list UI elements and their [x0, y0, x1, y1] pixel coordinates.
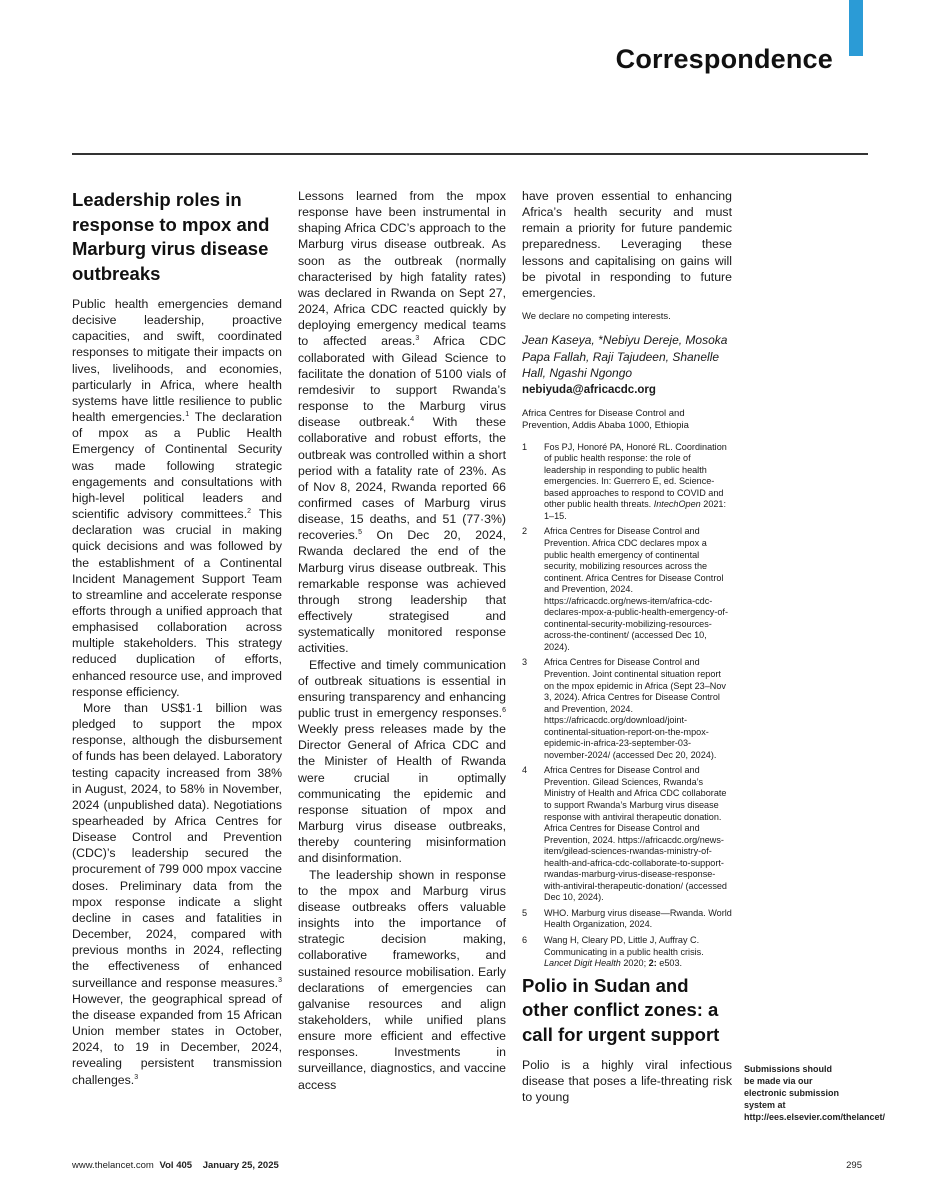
reference-item [522, 765, 732, 904]
article-title-polio: Polio in Sudan and other conflict zones: a call for urgent support [522, 974, 720, 1045]
reference-number: 1 [522, 441, 528, 452]
affiliation: Africa Centres for Disease Control and Prevention, Addis Ababa 1000, Ethiopia [522, 407, 689, 432]
reference-text: WHO. Marburg virus disease—Rwanda. World Health Organization, 2024. [544, 907, 732, 930]
reference-item [522, 935, 732, 970]
submissions-note: Submissions should be made via our electronic submission system at http://ees.elsevier.com/thelancet/ [744, 1064, 886, 1122]
reference-item [522, 908, 732, 931]
reference-item [522, 657, 732, 761]
section-title: Correspondence [615, 44, 833, 74]
reference-text: Africa Centres for Disease Control and Prevention. Joint continental situation report on the mpox epidemic in Africa (Sept 23–Nov 3, 2024). Africa Centres for Disease Control and Prevention, 2024. https://africacdc.org/download/joint-continental-situation-report-on-the-mpox-epidemic-in-africa-23-september-03-november-2024/ (accessed Dec 20, 2024). [544, 657, 726, 760]
column-2 [298, 188, 506, 1093]
reference-number: 3 [522, 657, 528, 668]
reference-number: 6 [522, 935, 528, 946]
citation-marker[interactable]: 3 [278, 976, 282, 984]
col2-paragraph: Lessons learned from the mpox response have been instrumental in shaping Africa CDC’s approach to the Marburg virus disease outbreak. As soon as the outbreak (normally characterised by high fatality rates) was declared in Rwanda on Sept 27, 2024, Africa CDC reacted quickly by deploying emergency medical teams to affected areas.$^3$ Africa CDC collaborated with Gilead Science to facilitate the donation of 5100 vials of remdesivir to support Rwanda’s response to the Marburg virus disease outbreak.$^4$ With these collaborative and robust efforts, the outbreak was controlled within a short period with a fatality rate of 23%. As of Nov 8, 2024, Rwanda reported 66 confirmed cases of Marburg virus disease, 15 deaths, and 51 (77·3%) recoveries.$^5$ On Dec 20, 2024, Rwanda declared the end of the Marburg virus disease outbreak. This remarkable response was achieved through strong leadership that effectively strategised and systematically monitored response activities. [298, 189, 506, 656]
col1-paragraph: Public health emergencies demand decisive leadership, proactive capacities, and swift, coordinated responses to mitigate their impacts on lives, livelihoods, and economies, particularly in Africa, where health systems have little resilience to public health emergencies.$^1$ The declaration of mpox as a Public Health Emergency of Continental Security was made following strategic engagements and consultations with high-level political leaders and scientific advisory committees.$^2$ This declaration was crucial in making quick decisions and was followed by the establishment of a Continental Incident Management Support Team to streamline and accelerate response efforts through a unified approach that emphasised collaboration across multiple stakeholders. This strategy reduced duplication of efforts, enhanced resource use, and improved response efficiency. [72, 297, 282, 699]
article-body-col3: have proven essential to enhancing Africa’s health security and must remain a priority for future pandemic preparedness. Leveraging these lessons and capitalising on gains will be pivotal in responding to future emergencies. [522, 189, 732, 300]
citation-marker[interactable]: 6 [502, 707, 506, 714]
reference-list [522, 442, 732, 970]
reference-text: Wang H, Cleary PD, Little J, Auffray C. Communicating in a public health crisis. Lancet Digit Health 2020; 2: e503. [544, 935, 704, 969]
polio-article-body: Polio is a highly viral infectious disease that poses a life-threating risk to young [522, 1058, 732, 1105]
reference-number: 2 [522, 526, 528, 537]
citation-marker[interactable]: 2 [247, 508, 252, 516]
correspondence-email[interactable]: nebiyuda@africacdc.org [522, 383, 656, 396]
footer-journal-info [72, 1160, 279, 1171]
citation-marker[interactable]: 1 [185, 411, 190, 419]
header-divider [72, 153, 868, 155]
page-number: 295 [846, 1160, 862, 1171]
reference-number: 4 [522, 765, 528, 776]
footer-site[interactable]: www.thelancet.com [72, 1160, 154, 1171]
article-body-col1 [72, 296, 282, 1088]
column-3 [522, 188, 732, 1106]
citation-marker[interactable]: 3 [134, 1073, 139, 1081]
column-1 [72, 188, 282, 1088]
reference-text: Africa Centres for Disease Control and Prevention. Gilead Sciences, Rwanda’s Ministry of Health and Africa CDC collaborate to support Rwanda’s Marburg virus disease response with antiviral therapeutic donation. Africa Centres for Disease Control and Prevention, 2024. https://africacdc.org/news-item/gilead-sciences-rwandas-ministry-of-health-and-africa-cdc-collaborate-to-support-rwandas-marburg-virus-disease-response-with-antiviral-therapeutic-donation/ (accessed Dec 10, 2024). [544, 765, 727, 903]
col2-paragraph: The leadership shown in response to the mpox and Marburg virus disease outbreaks offers valuable insights into the importance of strategic decision making, collaborative frameworks, and sustained resource mobilisation. Early declarations of emergencies can galvanise resources and align stakeholders, while unified plans ensure more efficient and effective responses. Investments in surveillance, diagnostics, and vaccine access [298, 867, 506, 1092]
reference-number: 5 [522, 907, 528, 918]
article-title: Leadership roles in response to mpox and Marburg virus disease outbreaks [72, 189, 270, 284]
reference-text: Africa Centres for Disease Control and Prevention. Africa CDC declares mpox a public health emergency of continental security, mobilizing resources across the continent. Africa Centres for Disease Control and Prevention, 2024. https://africacdc.org/news-item/africa-cdc-declares-mpox-a-public-health-emergency-of-continental-security-mobilizing-resources-across-the-continent/ (accessed Dec 10, 2024). [544, 526, 728, 652]
reference-item [522, 442, 732, 523]
section-tab-marker [849, 0, 863, 56]
article-body-col2 [298, 188, 506, 1093]
reference-text: Fos PJ, Honoré PA, Honoré RL. Coordination of public health response: the role of leadership in responding to public health emergencies. In: Guerrero E, ed. Science-based approaches to respond to COVID and other public health threats. IntechOpen 2021: 1–15. [544, 441, 727, 521]
author-list: Jean Kaseya, *Nebiyu Dereje, Mosoka Papa Fallah, Raji Tajudeen, Shanelle Hall, Ngashi Ngongo [522, 333, 728, 381]
competing-interests: We declare no competing interests. [522, 311, 671, 323]
citation-marker[interactable]: 5 [358, 529, 363, 537]
footer-volume: Vol 405 [159, 1160, 193, 1171]
citation-marker[interactable]: 3 [415, 335, 420, 343]
citation-marker[interactable]: 4 [410, 416, 415, 424]
col1-paragraph: More than US$1·1 billion was pledged to support the mpox response, although the disbursement of funds has been delayed. Laboratory testing capacity increased from 38% in August, 2024, to 58% in November, 2024 (unpublished data). Negotiations spearheaded by Africa Centres for Disease Control and Prevention (CDC)’s leadership secured the procurement of 799 000 mpox vaccine doses. Preliminary data from the mpox response indicate a slight decline in cases and fatalities in December, 2024, compared with previous months in 2024, reflecting the effectiveness of enhanced surveillance and response measures.$^3$ However, the geographical spread of the disease expanded from 15 African Union member states in October, 2024, to 19 in December, 2024, revealing persistent transmission challenges.$^3$ [72, 700, 282, 1087]
col2-paragraph: Effective and timely communication of outbreak situations is essential in ensuring transparency and enhancing public trust in emergency responses.$^6$ Weekly press releases made by the Director General of Africa CDC and the Minister of Health of Rwanda were crucial in optimally communicating the epidemic and response situation of mpox and Marburg virus disease outbreaks, thereby countering misinformation and disinformation. [298, 657, 506, 866]
reference-item [522, 526, 732, 653]
footer-date: January 25, 2025 [202, 1160, 279, 1171]
